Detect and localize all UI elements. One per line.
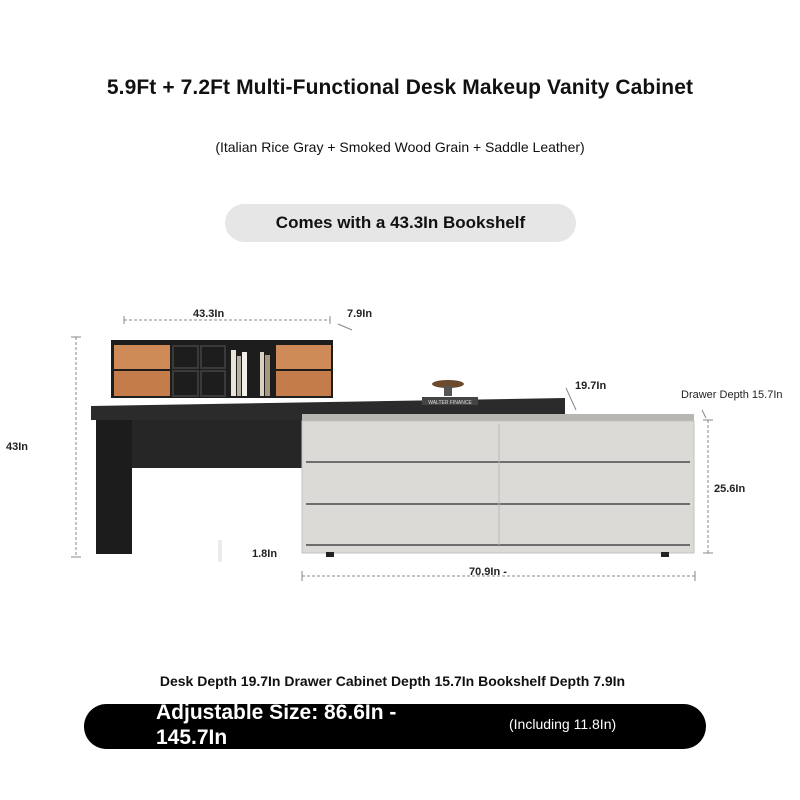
desk-depth-label: 19.7In bbox=[575, 380, 607, 392]
bookshelf-drawer bbox=[114, 345, 170, 369]
cabinet-foot bbox=[326, 552, 334, 557]
depth-summary: Desk Depth 19.7In Drawer Cabinet Depth 15.7In Bookshelf Depth 7.9In bbox=[159, 673, 626, 689]
desk-apron bbox=[132, 420, 304, 468]
adjustable-size-bar bbox=[84, 701, 706, 749]
cabinet-height-label: 25.6In bbox=[714, 483, 746, 495]
cabinet-foot bbox=[661, 552, 669, 557]
foot-height-label: 1.8In bbox=[252, 548, 278, 560]
total-height-label: 43In bbox=[6, 441, 29, 453]
desk-leg bbox=[96, 420, 132, 554]
bookshelf-drawer bbox=[276, 371, 331, 396]
bookshelf-badge: Comes with a 43.3In Bookshelf bbox=[225, 204, 576, 242]
adjustable-size-text: Adjustable Size: 86.6In - 145.7In bbox=[156, 701, 397, 749]
drawer-depth-label: Drawer Depth 15.7In bbox=[681, 389, 783, 401]
bookshelf-drawer bbox=[114, 371, 170, 396]
including-note: (Including 11.8In) bbox=[509, 716, 617, 732]
page-subtitle: (Italian Rice Gray + Smoked Wood Grain + Saddle Leather) bbox=[215, 139, 585, 155]
bookshelf-drawer bbox=[276, 345, 331, 369]
bookshelf-depth-label: 7.9In bbox=[347, 308, 373, 320]
cabinet-width-label: 70.9In - bbox=[469, 566, 507, 578]
bookshelf-width-label: 43.3In bbox=[193, 308, 225, 320]
drawer-cabinet bbox=[302, 421, 694, 553]
page-title: 5.9Ft + 7.2Ft Multi-Functional Desk Makeup Vanity Cabinet bbox=[106, 76, 694, 99]
book-label: WALTER FINANCE bbox=[428, 400, 472, 406]
